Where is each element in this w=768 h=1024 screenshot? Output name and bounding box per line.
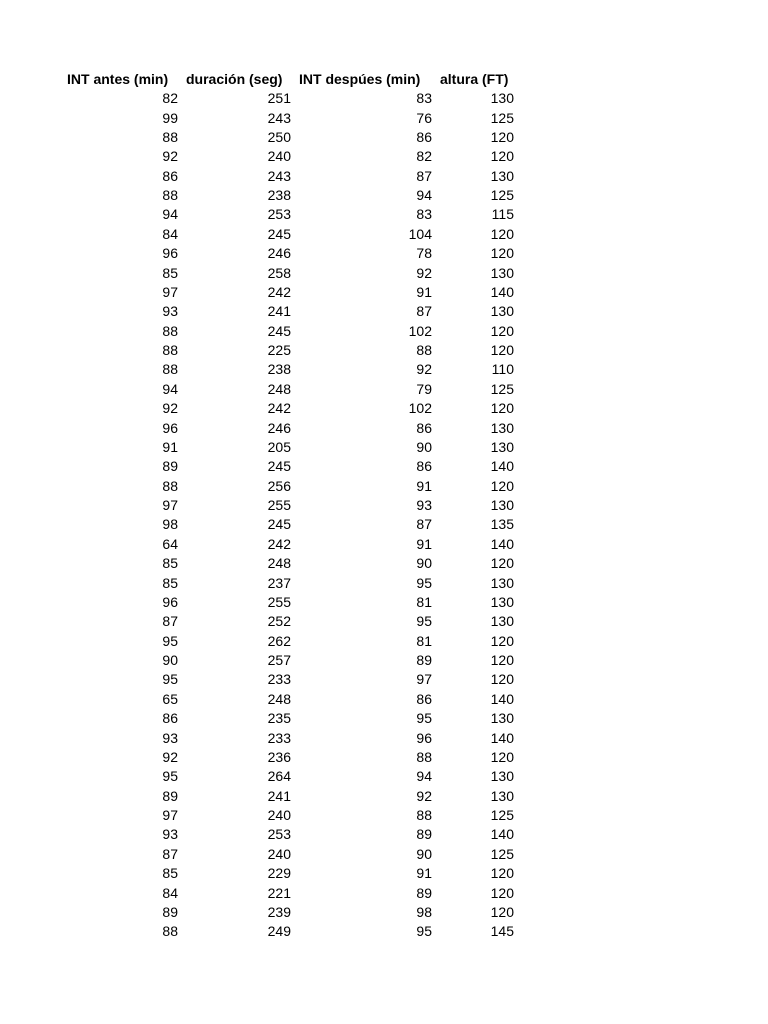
table-header	[62, 69, 516, 89]
header-int-antes: INT antes (min)	[67, 71, 169, 87]
cell-altura: 120	[490, 884, 514, 901]
cell-altura: 120	[490, 128, 514, 145]
cell-altura: 125	[490, 807, 514, 824]
cell-int-antes: 96	[162, 245, 178, 262]
cell-altura: 120	[490, 245, 514, 262]
cell-int-despues: 91	[416, 477, 432, 494]
cell-altura: 125	[490, 109, 514, 126]
table-row	[62, 593, 516, 612]
cell-altura: 140	[490, 458, 514, 475]
table-row	[62, 748, 516, 767]
cell-int-despues: 86	[416, 458, 432, 475]
cell-duracion: 242	[267, 400, 291, 417]
cell-duracion: 242	[267, 283, 291, 300]
cell-int-despues: 81	[416, 632, 432, 649]
cell-duracion: 245	[267, 458, 291, 475]
cell-altura: 120	[490, 903, 514, 920]
cell-altura: 120	[490, 652, 514, 669]
cell-int-despues: 90	[416, 438, 432, 455]
cell-int-antes: 87	[162, 613, 178, 630]
cell-altura: 120	[490, 748, 514, 765]
cell-altura: 130	[490, 613, 514, 630]
table-row	[62, 341, 516, 360]
cell-int-despues: 78	[416, 245, 432, 262]
cell-int-despues: 79	[416, 380, 432, 397]
cell-int-despues: 102	[408, 400, 432, 417]
cell-altura: 130	[490, 90, 514, 107]
cell-duracion: 243	[267, 167, 291, 184]
cell-duracion: 245	[267, 322, 291, 339]
cell-int-antes: 93	[162, 729, 178, 746]
cell-duracion: 257	[267, 652, 291, 669]
cell-int-despues: 91	[416, 283, 432, 300]
table-row	[62, 477, 516, 496]
cell-int-antes: 95	[162, 632, 178, 649]
cell-duracion: 237	[267, 574, 291, 591]
table-row	[62, 186, 516, 205]
table-row	[62, 283, 516, 302]
cell-duracion: 240	[267, 148, 291, 165]
cell-int-antes: 89	[162, 787, 178, 804]
cell-int-despues: 87	[416, 167, 432, 184]
table-row	[62, 670, 516, 689]
table-row	[62, 728, 516, 747]
cell-int-antes: 85	[162, 555, 178, 572]
cell-duracion: 249	[267, 923, 291, 940]
cell-int-antes: 88	[162, 128, 178, 145]
cell-altura: 115	[491, 206, 514, 223]
cell-altura: 120	[490, 225, 514, 242]
cell-duracion: 253	[267, 206, 291, 223]
cell-int-antes: 88	[162, 342, 178, 359]
table-row	[62, 496, 516, 515]
cell-int-despues: 89	[416, 884, 432, 901]
cell-altura: 130	[490, 167, 514, 184]
cell-int-despues: 87	[416, 516, 432, 533]
cell-int-despues: 92	[416, 361, 432, 378]
cell-duracion: 236	[267, 748, 291, 765]
table-row	[62, 515, 516, 534]
cell-int-antes: 84	[162, 225, 178, 242]
cell-int-antes: 65	[162, 690, 178, 707]
table-row	[62, 263, 516, 282]
cell-duracion: 245	[267, 225, 291, 242]
cell-altura: 130	[490, 303, 514, 320]
table-row	[62, 225, 516, 244]
cell-duracion: 262	[267, 632, 291, 649]
header-altura: altura (FT)	[440, 71, 509, 87]
cell-int-antes: 90	[162, 652, 178, 669]
cell-int-antes: 86	[162, 167, 178, 184]
header-duracion: duración (seg)	[186, 71, 283, 87]
cell-int-despues: 93	[416, 497, 432, 514]
cell-duracion: 264	[267, 768, 291, 785]
cell-int-antes: 84	[162, 884, 178, 901]
table-row	[62, 380, 516, 399]
cell-altura: 120	[490, 865, 514, 882]
cell-int-despues: 83	[416, 206, 432, 223]
table-row	[62, 147, 516, 166]
cell-int-despues: 94	[416, 187, 432, 204]
cell-int-antes: 85	[162, 574, 178, 591]
cell-int-antes: 92	[162, 400, 178, 417]
cell-int-antes: 86	[162, 710, 178, 727]
cell-duracion: 256	[267, 477, 291, 494]
cell-duracion: 258	[267, 264, 291, 281]
cell-int-antes: 91	[162, 438, 178, 455]
cell-int-antes: 97	[162, 807, 178, 824]
cell-altura: 125	[490, 380, 514, 397]
cell-duracion: 248	[267, 690, 291, 707]
cell-duracion: 238	[267, 187, 291, 204]
cell-int-antes: 94	[162, 206, 178, 223]
cell-int-antes: 96	[162, 593, 178, 610]
cell-duracion: 251	[267, 90, 291, 107]
cell-int-antes: 97	[162, 283, 178, 300]
cell-altura: 120	[490, 322, 514, 339]
table-row	[62, 864, 516, 883]
cell-altura: 135	[490, 516, 514, 533]
cell-duracion: 250	[267, 128, 291, 145]
table-row	[62, 903, 516, 922]
cell-int-antes: 92	[162, 148, 178, 165]
cell-int-despues: 89	[416, 652, 432, 669]
cell-duracion: 240	[267, 807, 291, 824]
cell-int-despues: 95	[416, 574, 432, 591]
cell-altura: 125	[490, 845, 514, 862]
cell-duracion: 233	[267, 671, 291, 688]
cell-int-despues: 91	[416, 865, 432, 882]
table-row	[62, 651, 516, 670]
cell-int-antes: 98	[162, 516, 178, 533]
table-row	[62, 89, 516, 108]
cell-int-antes: 82	[162, 90, 178, 107]
table-row	[62, 108, 516, 127]
table-row	[62, 612, 516, 631]
cell-altura: 120	[490, 632, 514, 649]
cell-duracion: 221	[267, 884, 291, 901]
cell-int-despues: 102	[408, 322, 432, 339]
cell-int-despues: 89	[416, 826, 432, 843]
cell-int-antes: 95	[162, 671, 178, 688]
table-row	[62, 418, 516, 437]
cell-altura: 120	[490, 148, 514, 165]
cell-altura: 125	[490, 187, 514, 204]
cell-altura: 140	[490, 729, 514, 746]
cell-int-despues: 88	[416, 807, 432, 824]
table-row	[62, 244, 516, 263]
cell-altura: 140	[490, 535, 514, 552]
cell-int-despues: 86	[416, 690, 432, 707]
cell-int-despues: 95	[416, 923, 432, 940]
cell-int-despues: 88	[416, 748, 432, 765]
cell-duracion: 240	[267, 845, 291, 862]
table-row	[62, 360, 516, 379]
table-body	[62, 89, 516, 942]
cell-altura: 140	[490, 690, 514, 707]
cell-int-antes: 88	[162, 187, 178, 204]
table-row	[62, 322, 516, 341]
cell-int-antes: 88	[162, 361, 178, 378]
cell-int-antes: 85	[162, 264, 178, 281]
cell-int-despues: 92	[416, 264, 432, 281]
cell-int-antes: 87	[162, 845, 178, 862]
table-row	[62, 535, 516, 554]
cell-altura: 130	[490, 710, 514, 727]
header-row	[62, 69, 516, 89]
cell-altura: 130	[490, 593, 514, 610]
cell-altura: 120	[490, 477, 514, 494]
cell-altura: 140	[490, 826, 514, 843]
cell-altura: 130	[490, 768, 514, 785]
cell-altura: 120	[490, 671, 514, 688]
cell-int-despues: 76	[416, 109, 432, 126]
cell-duracion: 248	[267, 555, 291, 572]
table-row	[62, 554, 516, 573]
data-table	[62, 69, 516, 942]
cell-int-despues: 86	[416, 419, 432, 436]
cell-int-despues: 94	[416, 768, 432, 785]
cell-int-despues: 86	[416, 128, 432, 145]
cell-duracion: 229	[267, 865, 291, 882]
cell-duracion: 241	[267, 787, 291, 804]
cell-int-despues: 95	[416, 710, 432, 727]
cell-int-despues: 97	[416, 671, 432, 688]
cell-duracion: 252	[267, 613, 291, 630]
cell-duracion: 245	[267, 516, 291, 533]
cell-int-antes: 95	[162, 768, 178, 785]
cell-altura: 120	[490, 400, 514, 417]
cell-int-despues: 88	[416, 342, 432, 359]
cell-altura: 140	[490, 283, 514, 300]
table-row	[62, 438, 516, 457]
cell-duracion: 233	[267, 729, 291, 746]
cell-duracion: 225	[267, 342, 291, 359]
table-row	[62, 767, 516, 786]
table-row	[62, 806, 516, 825]
cell-int-despues: 83	[416, 90, 432, 107]
cell-duracion: 238	[267, 361, 291, 378]
cell-altura: 110	[491, 361, 514, 378]
cell-int-despues: 96	[416, 729, 432, 746]
cell-altura: 120	[490, 555, 514, 572]
table-row	[62, 845, 516, 864]
cell-duracion: 246	[267, 419, 291, 436]
table-row	[62, 128, 516, 147]
table-row	[62, 302, 516, 321]
table-row	[62, 922, 516, 941]
cell-altura: 130	[490, 574, 514, 591]
cell-duracion: 242	[267, 535, 291, 552]
header-int-despues: INT despúes (min)	[299, 71, 421, 87]
cell-altura: 130	[490, 438, 514, 455]
cell-int-despues: 98	[416, 903, 432, 920]
cell-int-antes: 88	[162, 477, 178, 494]
cell-int-antes: 94	[162, 380, 178, 397]
cell-duracion: 246	[267, 245, 291, 262]
cell-int-despues: 82	[416, 148, 432, 165]
cell-altura: 130	[490, 787, 514, 804]
table-row	[62, 883, 516, 902]
table-row	[62, 205, 516, 224]
cell-int-antes: 88	[162, 923, 178, 940]
cell-int-despues: 95	[416, 613, 432, 630]
cell-int-antes: 93	[162, 303, 178, 320]
cell-altura: 130	[490, 497, 514, 514]
table-row	[62, 825, 516, 844]
cell-altura: 120	[490, 342, 514, 359]
table-row	[62, 690, 516, 709]
cell-int-despues: 91	[416, 535, 432, 552]
cell-altura: 145	[490, 923, 514, 940]
table-row	[62, 399, 516, 418]
cell-duracion: 241	[267, 303, 291, 320]
cell-int-antes: 88	[162, 322, 178, 339]
table-row	[62, 457, 516, 476]
cell-duracion: 243	[267, 109, 291, 126]
cell-duracion: 248	[267, 380, 291, 397]
cell-int-antes: 92	[162, 748, 178, 765]
cell-altura: 130	[490, 264, 514, 281]
cell-int-antes: 85	[162, 865, 178, 882]
table-row	[62, 787, 516, 806]
table-row	[62, 573, 516, 592]
cell-duracion: 253	[267, 826, 291, 843]
table-row	[62, 167, 516, 186]
cell-duracion: 239	[267, 903, 291, 920]
cell-duracion: 255	[267, 593, 291, 610]
table-row	[62, 709, 516, 728]
cell-int-despues: 90	[416, 555, 432, 572]
cell-int-antes: 89	[162, 903, 178, 920]
cell-duracion: 255	[267, 497, 291, 514]
cell-int-antes: 97	[162, 497, 178, 514]
cell-int-antes: 99	[162, 109, 178, 126]
cell-duracion: 205	[267, 438, 291, 455]
cell-int-despues: 87	[416, 303, 432, 320]
cell-duracion: 235	[267, 710, 291, 727]
cell-int-antes: 93	[162, 826, 178, 843]
cell-int-despues: 92	[416, 787, 432, 804]
cell-int-despues: 81	[416, 593, 432, 610]
cell-int-antes: 89	[162, 458, 178, 475]
cell-int-despues: 104	[408, 225, 432, 242]
cell-int-antes: 64	[162, 535, 178, 552]
cell-int-despues: 90	[416, 845, 432, 862]
cell-altura: 130	[490, 419, 514, 436]
cell-int-antes: 96	[162, 419, 178, 436]
table-row	[62, 632, 516, 651]
